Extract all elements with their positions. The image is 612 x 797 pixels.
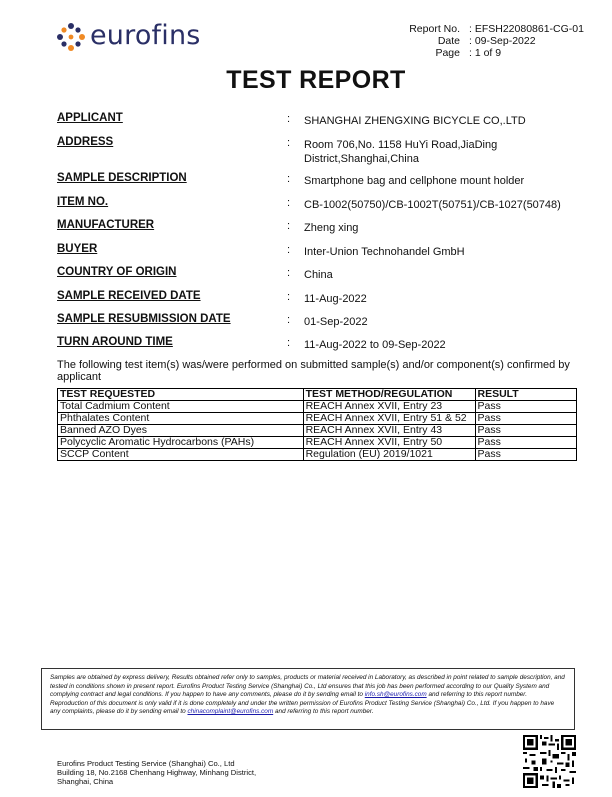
- disclaimer-box: [41, 668, 575, 730]
- field-colon: :: [287, 314, 291, 326]
- field-colon: :: [287, 113, 291, 125]
- footer-street: Building 18, No.2168 Chenhang Highway, Minhang District,: [57, 768, 257, 777]
- field-value-sample-description: Smartphone bag and cellphone mount holder: [304, 175, 525, 187]
- field-label-applicant: APPLICANT: [57, 112, 123, 124]
- info-email-link[interactable]: info.sh@eurofins.com: [364, 691, 427, 698]
- disclaimer-text-1: Samples are obtained by express delivery, Results obtained refer only to samples, products or material received in Laboratory, as described in point related to sample description, and tested in conditions shown in present report. Eurofins Product Testing Service (Shanghai) Co., Ltd ensures that this job has been performed according to our Quality System and complying contract and legal conditions. If you happen to have any comments, please do it by sending email to: [50, 674, 565, 698]
- disclaimer-text-2: and referring to this report number. Reproduction of this document is only valid if it is done completely and under the written permission of Eurofins Product Testing Service (Shanghai) Co., Ltd. If you happen to have any complaints, please do it by sending email to: [50, 691, 555, 715]
- field-value-sample-resubmission-date: 01-Sep-2022: [304, 316, 368, 328]
- eurofins-logo: [56, 20, 206, 54]
- cell-method: Regulation (EU) 2019/1021: [303, 449, 475, 461]
- field-value-buyer: Inter-Union Technohandel GmbH: [304, 246, 465, 258]
- qr-code-icon: [523, 735, 576, 788]
- field-value-manufacturer: Zheng xing: [304, 222, 359, 234]
- field-label-address: ADDRESS: [57, 136, 114, 148]
- cell-method: REACH Annex XVII, Entry 51 & 52: [303, 413, 475, 425]
- field-colon: :: [287, 173, 291, 185]
- cell-test: Total Cadmium Content: [58, 401, 304, 413]
- cell-result: Pass: [475, 425, 577, 437]
- report-no-label: Report No.: [409, 23, 460, 35]
- field-label-sample-received-date: SAMPLE RECEIVED DATE: [57, 290, 201, 302]
- field-colon: :: [287, 291, 291, 303]
- field-colon: :: [287, 267, 291, 279]
- results-table: [57, 388, 577, 461]
- logo-wordmark: eurofins: [90, 20, 201, 51]
- field-colon: :: [287, 137, 291, 149]
- cell-result: Pass: [475, 449, 577, 461]
- field-value-turn-around-time: 11-Aug-2022 to 09-Sep-2022: [304, 339, 446, 351]
- field-colon: :: [287, 220, 291, 232]
- table-header-row: [58, 389, 577, 401]
- page-title: TEST REPORT: [226, 66, 406, 94]
- cell-test: Phthalates Content: [58, 413, 304, 425]
- header-test-method: TEST METHOD/REGULATION: [303, 389, 475, 401]
- table-row: [58, 413, 577, 425]
- cell-result: Pass: [475, 401, 577, 413]
- report-no-value: : EFSH22080861-CG-01: [469, 23, 584, 35]
- cell-test: Polycyclic Aromatic Hydrocarbons (PAHs): [58, 437, 304, 449]
- cell-method: REACH Annex XVII, Entry 43: [303, 425, 475, 437]
- field-value-applicant: SHANGHAI ZHENGXING BICYCLE CO,.LTD: [304, 115, 526, 127]
- eurofins-logo-icon: [56, 22, 86, 52]
- page-label: Page: [435, 47, 460, 59]
- cell-result: Pass: [475, 437, 577, 449]
- field-label-manufacturer: MANUFACTURER: [57, 219, 155, 231]
- cell-test: SCCP Content: [58, 449, 304, 461]
- footer-address: [57, 759, 256, 786]
- field-value-item-no: CB-1002(50750)/CB-1002T(50751)/CB-1027(50748): [304, 199, 561, 211]
- header-result: RESULT: [475, 389, 577, 401]
- footer-city: Shanghai, China: [57, 777, 114, 786]
- field-label-item-no: ITEM NO.: [57, 196, 109, 208]
- field-label-sample-description: SAMPLE DESCRIPTION: [57, 172, 187, 184]
- cell-result: Pass: [475, 413, 577, 425]
- cell-method: REACH Annex XVII, Entry 23: [303, 401, 475, 413]
- field-label-sample-resubmission-date: SAMPLE RESUBMISSION DATE: [57, 313, 231, 325]
- cell-method: REACH Annex XVII, Entry 50: [303, 437, 475, 449]
- field-value-country-of-origin: China: [304, 269, 333, 281]
- table-row: [58, 401, 577, 413]
- field-colon: :: [287, 337, 291, 349]
- field-label-turn-around-time: TURN AROUND TIME: [57, 336, 173, 348]
- header-test-requested: TEST REQUESTED: [58, 389, 304, 401]
- disclaimer-text-3: and referring to this report number.: [274, 708, 374, 715]
- table-row: [58, 437, 577, 449]
- field-value-address-line1: Room 706,No. 1158 HuYi Road,JiaDing: [304, 139, 498, 151]
- date-value: : 09-Sep-2022: [469, 35, 536, 47]
- field-colon: :: [287, 244, 291, 256]
- cell-test: Banned AZO Dyes: [58, 425, 304, 437]
- field-label-country-of-origin: COUNTRY OF ORIGIN: [57, 266, 177, 278]
- complaint-email-link[interactable]: chinacomplaint@eurofins.com: [187, 708, 274, 715]
- field-value-sample-received-date: 11-Aug-2022: [304, 293, 367, 305]
- page-value: : 1 of 9: [469, 47, 502, 59]
- date-label: Date: [437, 35, 460, 47]
- table-row: [58, 425, 577, 437]
- table-row: [58, 449, 577, 461]
- field-label-buyer: BUYER: [57, 243, 98, 255]
- footer-company: Eurofins Product Testing Service (Shanghai) Co., Ltd: [57, 759, 235, 768]
- intro-text: The following test item(s) was/were performed on submitted sample(s) and/or component(s) confirmed by applicant: [57, 359, 570, 383]
- field-colon: :: [287, 197, 291, 209]
- field-value-address-line2: District,Shanghai,China: [304, 153, 419, 165]
